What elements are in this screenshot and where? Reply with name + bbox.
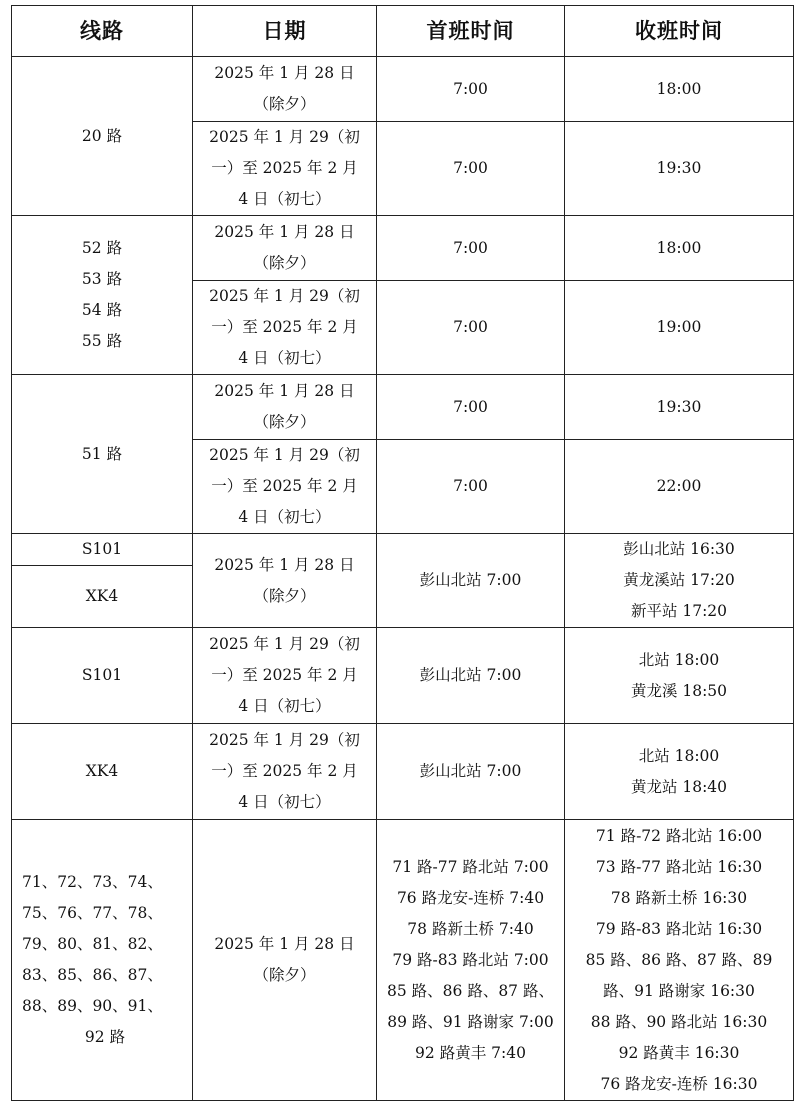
header-first-bus: 首班时间 (377, 6, 565, 57)
route-cell: 71、72、73、74、 75、76、77、78、 79、80、81、82、 83、85、86、87、 88、89、90、91、 92 路 (12, 820, 193, 1101)
route-cell: S101 (12, 628, 193, 724)
table-row (12, 216, 794, 281)
last-bus-cell: 18:00 (565, 216, 794, 281)
header-last-bus: 收班时间 (565, 6, 794, 57)
route-cell: 20 路 (12, 57, 193, 216)
date-cell: 2025 年 1 月 29（初 一）至 2025 年 2 月 4 日（初七） (193, 440, 377, 534)
table-row (12, 534, 794, 566)
date-cell: 2025 年 1 月 29（初 一）至 2025 年 2 月 4 日（初七） (193, 724, 377, 820)
table-row (12, 57, 794, 122)
last-bus-cell: 19:30 (565, 375, 794, 440)
route-cell: S101 (12, 534, 193, 566)
route-cell: XK4 (12, 566, 193, 628)
header-date: 日期 (193, 6, 377, 57)
first-bus-cell: 彭山北站 7:00 (377, 628, 565, 724)
table-row (12, 375, 794, 440)
table-row (12, 820, 794, 1101)
first-bus-cell: 7:00 (377, 281, 565, 375)
date-cell: 2025 年 1 月 28 日 （除夕） (193, 375, 377, 440)
route-cell: 52 路 53 路 54 路 55 路 (12, 216, 193, 375)
date-cell: 2025 年 1 月 29（初 一）至 2025 年 2 月 4 日（初七） (193, 281, 377, 375)
first-bus-cell: 71 路-77 路北站 7:00 76 路龙安-连桥 7:40 78 路新土桥 7:40 79 路-83 路北站 7:00 85 路、86 路、87 路、 89 路、91 路谢家 7:00 92 路黄丰 7:40 (377, 820, 565, 1101)
date-cell: 2025 年 1 月 28 日 （除夕） (193, 534, 377, 628)
last-bus-cell: 71 路-72 路北站 16:00 73 路-77 路北站 16:30 78 路新土桥 16:30 79 路-83 路北站 16:30 85 路、86 路、87 路、89 路、91 路谢家 16:30 88 路、90 路北站 16:30 92 路黄丰 16:30 76 路龙安-连桥 16:30 (565, 820, 794, 1101)
first-bus-cell: 彭山北站 7:00 (377, 534, 565, 628)
last-bus-cell: 北站 18:00 黄龙站 18:40 (565, 724, 794, 820)
first-bus-cell: 7:00 (377, 122, 565, 216)
last-bus-cell: 19:30 (565, 122, 794, 216)
route-cell: XK4 (12, 724, 193, 820)
bus-schedule-table (11, 5, 794, 1101)
last-bus-cell: 彭山北站 16:30 黄龙溪站 17:20 新平站 17:20 (565, 534, 794, 628)
table-row (12, 628, 794, 724)
table-row (12, 724, 794, 820)
date-cell: 2025 年 1 月 28 日 （除夕） (193, 57, 377, 122)
date-cell: 2025 年 1 月 28 日 （除夕） (193, 820, 377, 1101)
last-bus-cell: 北站 18:00 黄龙溪 18:50 (565, 628, 794, 724)
header-row (12, 6, 794, 57)
first-bus-cell: 7:00 (377, 440, 565, 534)
first-bus-cell: 7:00 (377, 216, 565, 281)
date-cell: 2025 年 1 月 29（初 一）至 2025 年 2 月 4 日（初七） (193, 628, 377, 724)
route-cell: 51 路 (12, 375, 193, 534)
date-cell: 2025 年 1 月 28 日 （除夕） (193, 216, 377, 281)
first-bus-cell: 彭山北站 7:00 (377, 724, 565, 820)
last-bus-cell: 18:00 (565, 57, 794, 122)
first-bus-cell: 7:00 (377, 375, 565, 440)
last-bus-cell: 22:00 (565, 440, 794, 534)
last-bus-cell: 19:00 (565, 281, 794, 375)
date-cell: 2025 年 1 月 29（初 一）至 2025 年 2 月 4 日（初七） (193, 122, 377, 216)
header-route: 线路 (12, 6, 193, 57)
first-bus-cell: 7:00 (377, 57, 565, 122)
